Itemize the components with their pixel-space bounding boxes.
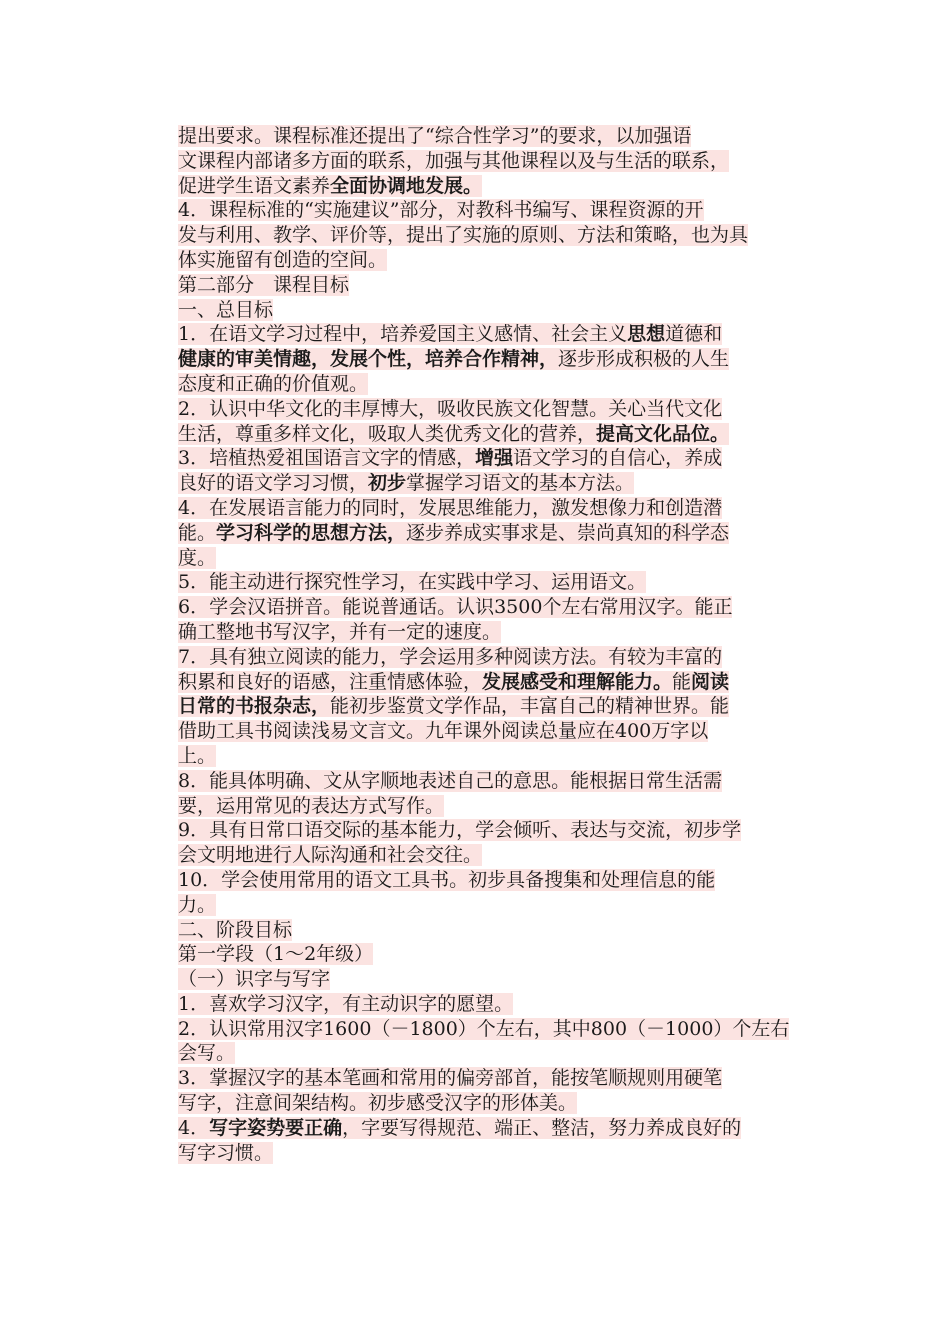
text-segment: 度。: [178, 546, 217, 569]
text-segment: 9．具有日常口语交际的基本能力，学会倾听、表达与交流，初步学: [178, 819, 742, 842]
text-segment: 8．能具体明确、文从字顺地表述自己的意思。能根据日常生活需: [178, 769, 723, 792]
text-segment: 1．喜欢学习汉字，有主动识字的愿望。: [178, 992, 514, 1015]
highlighted-text: [178, 547, 216, 569]
bold-text-segment: 日常的书报杂志，: [178, 695, 331, 718]
highlighted-text: [178, 1042, 235, 1064]
text-segment: 3．培植热爱祖国语言文字的情感，: [178, 447, 476, 470]
text-line: [178, 942, 818, 967]
text-line: [178, 1091, 818, 1116]
text-segment: 4．课程标准的“实施建议”部分，对教科书编写、课程资源的开: [178, 199, 704, 222]
text-segment: （一）识字与写字: [178, 968, 331, 991]
text-line: [178, 1017, 818, 1042]
text-line: [178, 248, 818, 273]
text-line: [178, 694, 818, 719]
text-segment: 会写。: [178, 1042, 236, 1065]
text-line: [178, 322, 818, 347]
text-segment: 良好的语文学习习惯，: [178, 472, 369, 495]
text-line: [178, 620, 818, 645]
text-segment: 借助工具书阅读浅易文言文。九年课外阅读总量应在400万字以: [178, 720, 709, 743]
highlighted-text: [178, 1067, 722, 1089]
text-line: [178, 422, 818, 447]
text-line: [178, 198, 818, 223]
document-body: [178, 124, 818, 1165]
text-segment: 能。: [178, 521, 217, 544]
text-line: [178, 124, 818, 149]
text-segment: 3．掌握汉字的基本笔画和常用的偏旁部首，能按笔顺规则用硬笔: [178, 1067, 723, 1090]
highlighted-text: [178, 720, 708, 742]
text-line: [178, 893, 818, 918]
text-line: [178, 1141, 818, 1166]
text-segment: 力。: [178, 893, 217, 916]
highlighted-text: [178, 894, 216, 916]
highlighted-text: [178, 819, 741, 841]
highlighted-text: [178, 1117, 741, 1139]
text-line: [178, 744, 818, 769]
text-segment: 第一学段（1～2年级）: [178, 943, 374, 966]
text-line: [178, 1041, 818, 1066]
text-line: [178, 149, 818, 174]
text-segment: 发与利用、教学、评价等，提出了实施的原则、方法和策略，也为具: [178, 224, 749, 247]
bold-text-segment: 提高文化品位。: [596, 422, 730, 445]
highlighted-text: [178, 993, 513, 1015]
highlighted-text: [178, 770, 722, 792]
text-line: [178, 347, 818, 372]
text-line: [178, 645, 818, 670]
text-segment: 体实施留有创造的空间。: [178, 248, 388, 271]
highlighted-text: [178, 150, 729, 172]
bold-text-segment: 思想: [627, 323, 666, 346]
text-segment: 促进学生语文素养: [178, 174, 331, 197]
text-segment: 上。: [178, 744, 217, 767]
text-segment: 能: [672, 670, 692, 693]
text-segment: 2．认识中华文化的丰厚博大，吸收民族文化智慧。关心当代文化: [178, 397, 723, 420]
bold-text-segment: 增强: [475, 447, 514, 470]
text-line: [178, 670, 818, 695]
text-line: [178, 769, 818, 794]
highlighted-text: [178, 348, 729, 370]
highlighted-text: [178, 695, 729, 717]
text-line: [178, 496, 818, 521]
text-segment: 会文明地进行人际沟通和社会交往。: [178, 844, 483, 867]
highlighted-text: [178, 1018, 789, 1040]
highlighted-text: [178, 869, 715, 891]
text-line: [178, 918, 818, 943]
text-line: [178, 1116, 818, 1141]
text-segment: 6．学会汉语拼音。能说普通话。认识3500个左右常用汉字。能正: [178, 596, 733, 619]
text-segment: 4．在发展语言能力的同时，发展思维能力，激发想像力和创造潜: [178, 496, 723, 519]
highlighted-text: [178, 423, 729, 445]
text-segment: 写字，注意间架结构。初步感受汉字的形体美。: [178, 1092, 578, 1115]
highlighted-text: [178, 199, 704, 221]
highlighted-text: [178, 125, 691, 147]
highlighted-text: [178, 398, 722, 420]
highlighted-text: [178, 274, 349, 296]
highlighted-text: [178, 795, 444, 817]
highlighted-text: [178, 497, 722, 519]
bold-text-segment: 学习科学的思想方法，: [216, 521, 407, 544]
highlighted-text: [178, 571, 646, 593]
highlighted-text: [178, 249, 387, 271]
highlighted-text: [178, 299, 273, 321]
text-line: [178, 570, 818, 595]
highlighted-text: [178, 968, 330, 990]
text-segment: 能初步鉴赏文学作品，丰富自己的精神世界。能: [330, 695, 730, 718]
text-segment: 确工整地书写汉字，并有一定的速度。: [178, 620, 502, 643]
bold-text-segment: 发展感受和理解能力。: [482, 670, 673, 693]
text-line: [178, 818, 818, 843]
text-line: [178, 967, 818, 992]
text-segment: 提出要求。课程标准还提出了“综合性学习”的要求，以加强语: [178, 125, 692, 147]
text-line: [178, 595, 818, 620]
text-segment: 逐步养成实事求是、崇尚真知的科学态: [406, 521, 730, 544]
text-line: [178, 521, 818, 546]
bold-text-segment: 健康的审美情趣，发展个性，培养合作精神，: [178, 348, 559, 371]
text-line: [178, 372, 818, 397]
highlighted-text: [178, 323, 722, 345]
text-segment: 二、阶段目标: [178, 918, 293, 941]
text-line: [178, 1066, 818, 1091]
text-segment: 2．认识常用汉字1600（－1800）个左右，其中800（－1000）个左右: [178, 1017, 790, 1040]
text-segment: 态度和正确的价值观。: [178, 372, 369, 395]
bold-text-segment: 初步: [368, 472, 407, 495]
text-segment: 积累和良好的语感，注重情感体验，: [178, 670, 483, 693]
text-line: [178, 397, 818, 422]
bold-text-segment: 阅读: [691, 670, 730, 693]
bold-text-segment: 全面协调地发展。: [330, 174, 483, 197]
highlighted-text: [178, 745, 216, 767]
text-segment: 道德和: [665, 323, 723, 346]
highlighted-text: [178, 224, 748, 246]
text-line: [178, 992, 818, 1017]
text-segment: 5．能主动进行探究性学习，在实践中学习、运用语文。: [178, 571, 647, 594]
text-segment: 掌握学习语文的基本方法。: [406, 472, 635, 495]
highlighted-text: [178, 373, 368, 395]
highlighted-text: [178, 844, 482, 866]
text-segment: 要，运用常见的表达方式写作。: [178, 794, 445, 817]
text-segment: 逐步形成积极的人生: [558, 348, 730, 371]
text-segment: 7．具有独立阅读的能力，学会运用多种阅读方法。有较为丰富的: [178, 645, 723, 668]
highlighted-text: [178, 919, 292, 941]
text-line: [178, 794, 818, 819]
text-segment: 一、总目标: [178, 298, 274, 321]
text-segment: ，字要写得规范、端正、整洁，努力养成良好的: [342, 1116, 742, 1139]
text-segment: 生活，尊重多样文化，吸取人类优秀文化的营养，: [178, 422, 597, 445]
highlighted-text: [178, 1092, 577, 1114]
highlighted-text: [178, 522, 729, 544]
highlighted-text: [178, 596, 732, 618]
text-segment: 10．学会使用常用的语文工具书。初步具备搜集和处理信息的能: [178, 868, 716, 891]
text-line: [178, 273, 818, 298]
text-line: [178, 298, 818, 323]
text-line: [178, 719, 818, 744]
text-line: [178, 546, 818, 571]
highlighted-text: [178, 943, 373, 965]
text-segment: 第二部分 课程目标: [178, 273, 350, 296]
text-line: [178, 174, 818, 199]
text-segment: 语文学习的自信心，养成: [513, 447, 723, 470]
highlighted-text: [178, 621, 501, 643]
text-line: [178, 843, 818, 868]
highlighted-text: [178, 671, 729, 693]
highlighted-text: [178, 646, 722, 668]
text-segment: 写字习惯。: [178, 1141, 274, 1164]
highlighted-text: [178, 447, 722, 469]
text-segment: 文课程内部诸多方面的联系，加强与其他课程以及与生活的联系，: [178, 149, 730, 172]
text-line: [178, 446, 818, 471]
text-line: [178, 868, 818, 893]
text-segment: 1．在语文学习过程中，培养爱国主义感情、社会主义: [178, 323, 628, 346]
highlighted-text: [178, 1142, 273, 1164]
text-segment: 4．: [178, 1116, 210, 1139]
highlighted-text: [178, 472, 634, 494]
bold-text-segment: 写字姿势要正确: [209, 1116, 343, 1139]
text-line: [178, 471, 818, 496]
text-line: [178, 223, 818, 248]
highlighted-text: [178, 175, 482, 197]
